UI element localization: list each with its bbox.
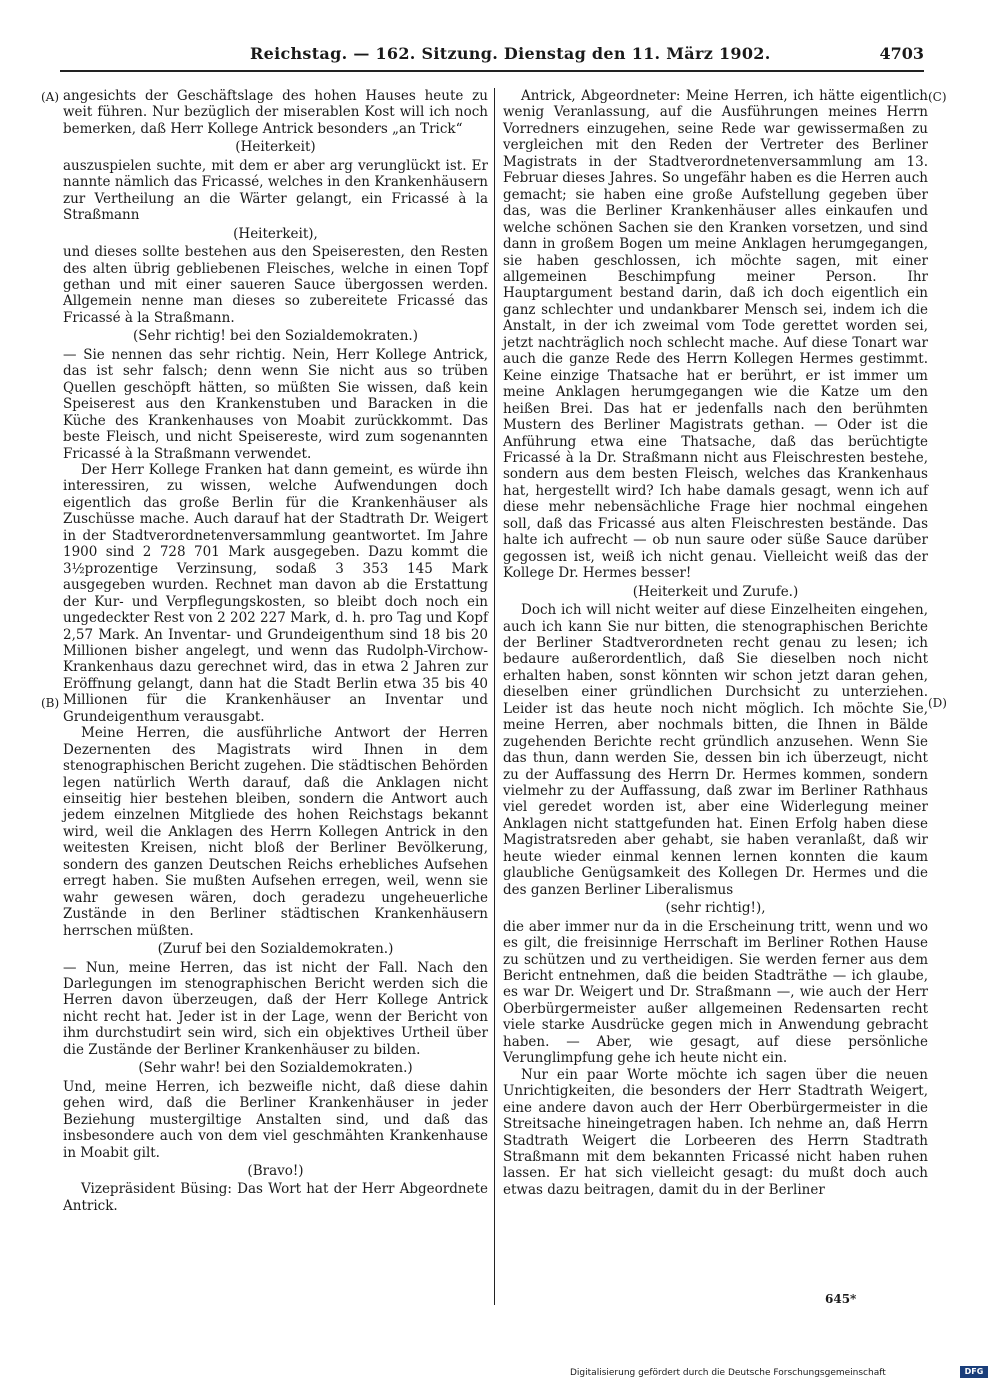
- paragraph: Vizepräsident Büsing: Das Wort hat der Herr Abgeordnete Antrick.: [63, 1181, 488, 1214]
- paragraph: Antrick, Abgeordneter: Meine Herren, ich hätte eigentlich wenig Veranlassung, auf die Ausführungen meines Herrn Vorredners einzugehen, seine Rede war gewissermaßen zu vergleichen mit den Reden der Vertreter des Berliner Magistrats in der Stadtverordnetenversammlung am 13. Februar dieses Jahres. So ungefähr haben es die Herren auch gemacht; sie haben eine große Aufstellung gegeben über das, was die Berliner Krankenhäuser alles einkaufen und welche schönen Sachen sie den Kranken vorsetzen, und sind dann in großem Bogen um meine Anklagen herumgegangen, sie haben geschlossen, ich möchte sagen, mit einer allgemeinen Beschimpfung meiner Person. Ihr Hauptargument bestand darin, daß ich doch eigentlich ein ganz schlechter und undankbarer Mensch sei, indem ich die Anstalt, in der ich zweimal vom Tode gerettet worden sei, jetzt nachträglich noch schlecht mache. Auf diese Tonart war auch die ganze Rede des Herrn Kollegen Hermes gestimmt. Keine einzige Thatsache hat er berührt, er ist immer um meine Anklagen herumgegangen wie die Katze um den heißen Brei. Das hat er jedenfalls nach den berühmten Mustern des Berliner Magistrats gethan. — Oder ist die Anführung etwa eine Thatsache, daß das berüchtigte Fricassé à la Dr. Straßmann nicht aus Fleischresten bestehe, sondern aus dem besten Fleisch, welches das Krankenhaus hat, hergestellt wird? Ich habe damals gesagt, wenn ich auf diese mehr nebensächliche Frage hier nochmal eingehen soll, daß das Fricassé aus alten Fleischresten bestände. Das halte ich aufrecht — ob nun saure oder süße Sauce darüber gegossen ist, weiß ich nicht genau. Vielleicht weiß das der Kollege Dr. Hermes besser!: [503, 88, 928, 582]
- column-divider: [494, 88, 495, 1305]
- margin-marker-a: (A): [41, 90, 60, 104]
- interjection: (Bravo!): [247, 1163, 304, 1179]
- paragraph: die aber immer nur da in die Erscheinung tritt, wenn und wo es gilt, die freisinnige Herrschaft im Berliner Rothen Hause zu schützen und zu vertheidigen. Sie werden ferner aus dem Bericht entnehmen, daß die beiden Stadträthe — ich glaube, es war Dr. Weigert und Dr. Straßmann —, wie auch der Herr Oberbürgermeister außer allgemeinen Redensarten recht viele starke Ausdrücke gegen mich in Anwendung gebracht haben. — Aber, wie gesagt, auf diese persönliche Verunglimpfung gehe ich heute nicht ein.: [503, 918, 928, 1067]
- paragraph: Meine Herren, die ausführliche Antwort der Herren Dezernenten des Magistrats wird Ihnen in dem stenographischen Bericht zugehen. Die städtischen Behörden legen natürlich Werth darauf, daß die Anklagen nicht einseitig hier bestehen bleiben, sondern die Antwort auch jedem einzelnen Mitgliede des hohen Reichstags bekannt wird, weil die Anklagen des Herrn Kollegen Antrick in den weitesten Kreisen, nicht bloß der Berliner Bevölkerung, sondern des ganzen Deutschen Reichs erhebliches Aufsehen erregt haben. Sie mußten Aufsehen erregen, weil, wenn sie wahr gewesen wären, doch geradezu ungeheuerliche Zustände in den Berliner städtischen Krankenhäusern herrschen müßten.: [63, 725, 488, 939]
- interjection: (Sehr wahr! bei den Sozialdemokraten.): [138, 1060, 413, 1077]
- paragraph: Der Herr Kollege Franken hat dann gemeint, es würde ihn interessiren, zu wissen, welche Aufwendungen doch eigentlich das große Berlin für die Krankenhäuser als Zuschüsse mache. Auch darauf hat der Stadtrath Dr. Weigert in der Stadtverordnetenversammlung geantwortet. Im Jahre 1900 sind 2 728 701 Mark ausgegeben. Dazu kommt die 3½prozentige Verzinsung, sodaß 3 353 145 Mark ausgegeben wurden. Rechnet man davon ab die Erstattung der Kur- und Verpflegungskosten, so bleibt doch noch ein ungedeckter Rest von 2 202 227 Mark, d. h. pro Tag und Kopf 2,57 Mark. An Inventar- und Grundeigenthum sind 18 bis 20 Millionen bisher angelegt, und wenn das Rudolph-Virchow-Krankenhaus dazu gerechnet wird, das in etwa 2 Jahren zur Eröffnung gelangt, dann hat die Stadt Berlin etwa 35 bis 40 Millionen für die Krankenhäuser an Inventar und Grundeigenthum verausgabt.: [63, 461, 488, 725]
- interjection: (Sehr richtig! bei den Sozialdemokraten.): [132, 328, 418, 345]
- right-column: [503, 88, 928, 1198]
- margin-marker-b: (B): [41, 696, 60, 710]
- interjection: (Zuruf bei den Sozialdemokraten.): [157, 941, 394, 958]
- paragraph: Und, meine Herren, ich bezweifle nicht, daß diese dahin gehen wird, daß die Berliner Krankenhäuser in jeder Beziehung mustergiltige Anstalten sind, und daß das insbesondere auch von dem viel geschmähten Krankenhause in Moabit gilt.: [63, 1078, 488, 1161]
- paragraph: — Nun, meine Herren, das ist nicht der Fall. Nach den Darlegungen im stenographischen Bericht werden sich die Herren davon überzeugen, daß der Herr Kollege Antrick nicht recht hat. Jeder ist in der Lage, wenn der Bericht von ihm durchstudirt sein wird, sich ein objektives Urtheil über die Zustände der Berliner Krankenhäuser zu bilden.: [63, 959, 488, 1058]
- digitization-note: Digitalisierung gefördert durch die Deutsche Forschungsgemeinschaft: [570, 1368, 886, 1378]
- header-rule: [60, 70, 924, 72]
- paragraph: auszuspielen suchte, mit dem er aber arg verunglückt ist. Er nannte nämlich das Fricassé, welches in den Krankenhäusern zur Vertheilung an die Wärter gelangt, ein Fricassé à la Straßmann: [63, 157, 488, 224]
- paragraph: angesichts der Geschäftslage des hohen Hauses heute zu weit führen. Nur bezüglich der miserablen Kost will ich noch bemerken, daß Herr Kollege Antrick besonders „an Trick“: [63, 88, 488, 137]
- paragraph: und dieses sollte bestehen aus den Speiseresten, den Resten des alten übrig gebliebenen Fleisches, welche in einen Topf gethan und mit einer saueren Sauce übergossen werden. Allgemein nenne man dieses so zubereitete Fricassé das Fricassé à la Straßmann.: [63, 244, 488, 326]
- interjection: (Heiterkeit): [235, 139, 316, 156]
- margin-marker-d: (D): [928, 696, 947, 710]
- left-column: [63, 88, 488, 1214]
- page-header: [60, 44, 924, 68]
- interjection: (Heiterkeit),: [233, 225, 318, 242]
- header-title: Reichstag. — 162. Sitzung. Dienstag den 11. März 1902.: [250, 44, 771, 63]
- printer-signature: 645*: [825, 1292, 857, 1306]
- page-number: 4703: [879, 44, 924, 63]
- dfg-logo: DFG: [960, 1366, 988, 1378]
- interjection: (sehr richtig!),: [665, 900, 766, 917]
- margin-marker-c: (C): [928, 90, 947, 104]
- paragraph: Nur ein paar Worte möchte ich sagen über die neuen Unrichtigkeiten, die besonders der Herr Stadtrath Weigert, eine andere davon auch der Herr Oberbürgermeister in die Streitsache hineingetragen haben. Ich nehme an, daß Herrn Stadtrath Weigert die Lorbeeren des Herrn Stadtrath Straßmann mit dem bekannten Fricassé nicht haben ruhen lassen. Er hat sich vielleicht gesagt: du mußt doch auch etwas dazu beitragen, damit du in der Berliner: [503, 1066, 928, 1198]
- interjection: (Heiterkeit und Zurufe.): [632, 583, 799, 600]
- paragraph: — Sie nennen das sehr richtig. Nein, Herr Kollege Antrick, das ist sehr falsch; denn wenn Sie nicht aus so trüben Quellen geschöpft hätten, so müßten Sie wissen, daß kein Speiserest aus den Krankenstuben und Baracken in die Küche des Krankenhauses von Moabit zurückkommt. Das beste Fleisch, und nicht Speisereste, wird zum sogenannten Fricassé à la Straßmann verwendet.: [63, 346, 488, 462]
- paragraph: Doch ich will nicht weiter auf diese Einzelheiten eingehen, auch ich kann Sie nur bitten, die stenographischen Berichte der Berliner Stadtverordneten recht genau zu lesen; ich bedaure außerordentlich, daß Sie dieselben noch nicht erhalten haben, sonst könnten wir schon jetzt daran gehen, dieselben einer gründlichen Durchsicht zu unterziehen. Leider ist das heute noch nicht möglich. Ich möchte Sie, meine Herren, aber nochmals bitten, die Ihnen in Bälde zugehenden Berichte recht gründlich anzusehen. Wenn Sie das thun, dann werden Sie, dessen bin ich überzeugt, nicht zu der Auffassung des Herrn Dr. Hermes kommen, sondern vielmehr zu der Auffassung, daß zwar im Berliner Rathhaus viel geredet worden ist, aber eine Widerlegung meiner Anklagen nicht stattgefunden hat. Einen Erfolg haben diese Magistratsreden aber gehabt, sie haben veranlaßt, daß wir heute wieder einmal kennen lernen konnten die kaum glaubliche Genügsamkeit des Kollegen Dr. Hermes und die des ganzen Berliner Liberalismus: [503, 602, 928, 898]
